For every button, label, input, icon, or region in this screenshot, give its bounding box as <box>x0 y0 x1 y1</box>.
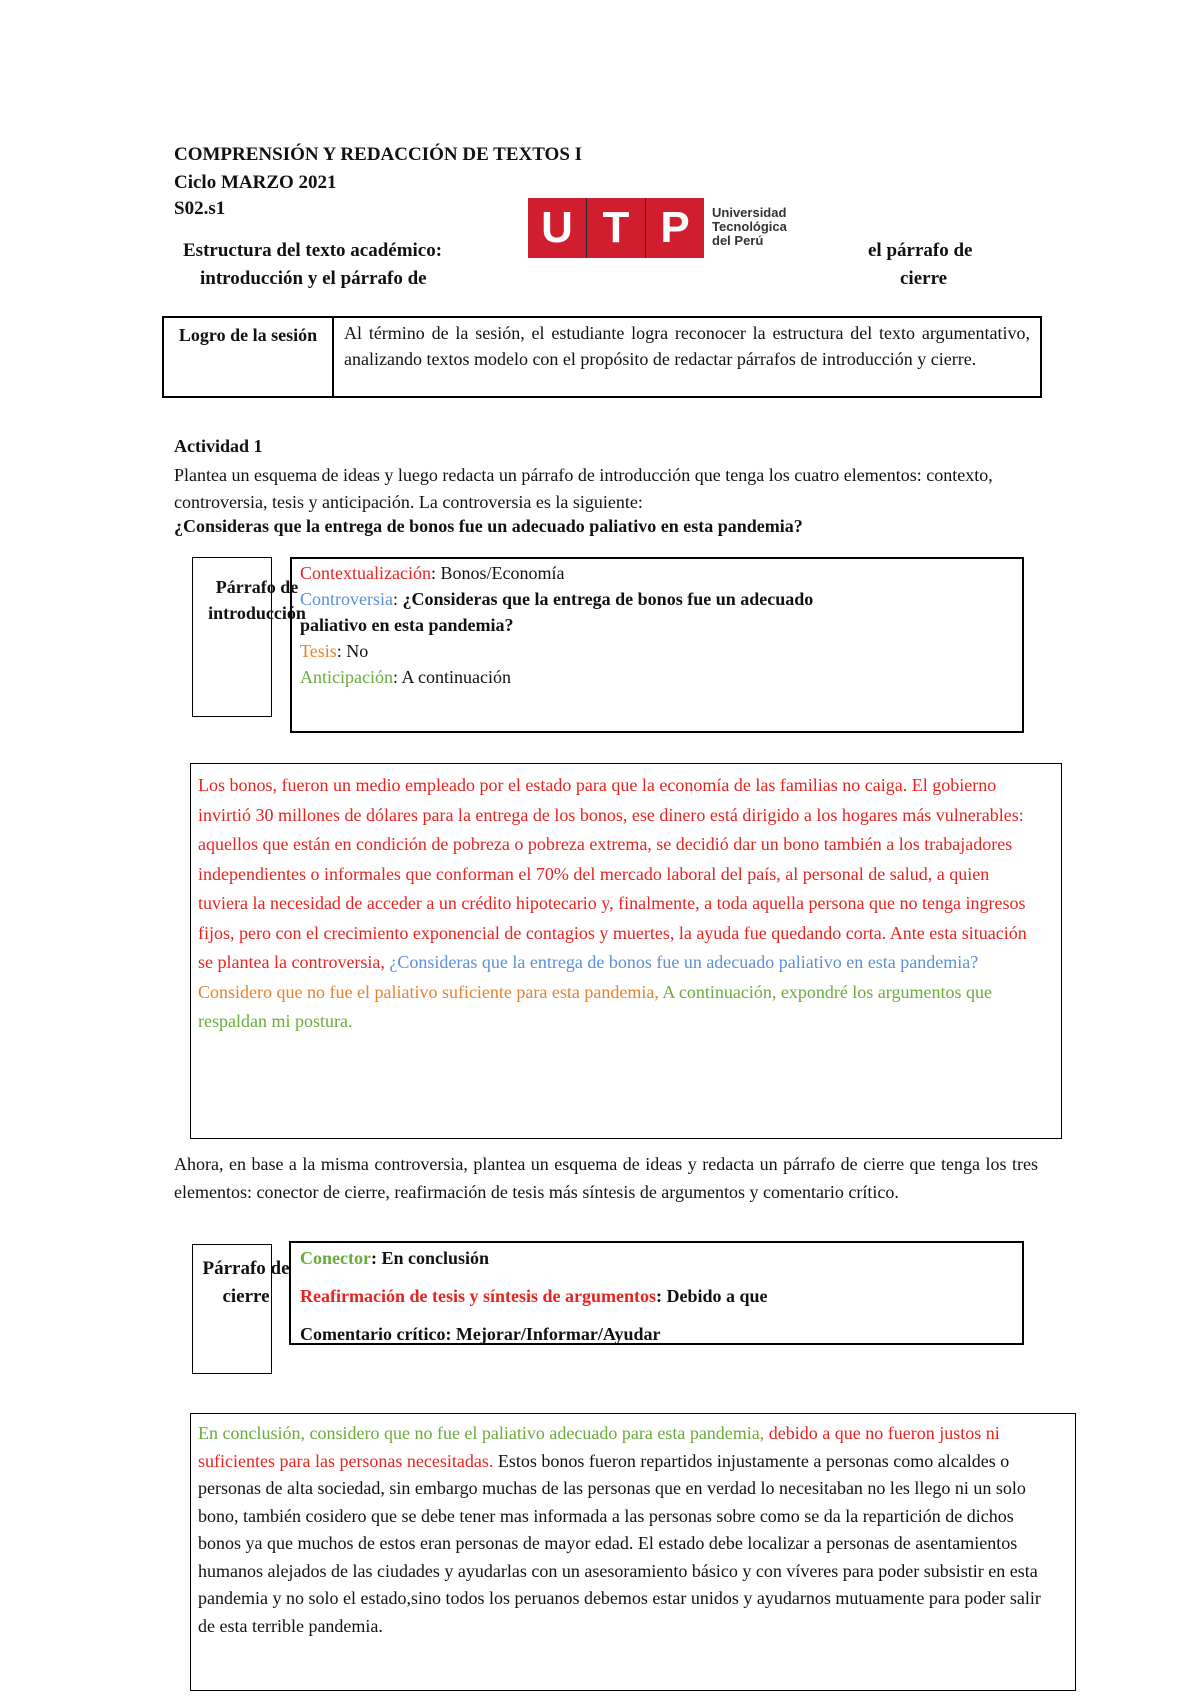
intro-scheme-label: Párrafo de introducción <box>208 577 306 623</box>
intro-thesis-text: Considero que no fue el paliativo suficiente para esta pandemia, <box>198 981 659 1002</box>
doc-title-left-1: Estructura del texto académico: <box>183 240 443 261</box>
controversy-question: ¿Consideras que la entrega de bonos fue un adecuado paliativo en esta pandemia? <box>174 516 803 536</box>
scheme-anticipation-line: Anticipación: A continuación <box>300 667 511 687</box>
cierre-connector-text: En conclusión, considero que no fue el paliativo adecuado para esta pandemia, <box>198 1423 765 1443</box>
scheme-controversy-line: Controversia: ¿Consideras que la entrega de bonos fue un adecuado <box>300 589 814 609</box>
table-divider <box>332 318 334 396</box>
activity-instructions: Plantea un esquema de ideas y luego redacta un párrafo de introducción que tenga los cuatro elementos: contexto, controversia, tesis y anticipación. La controversia es la siguiente: <box>174 465 993 512</box>
session-code: S02.s1 <box>174 198 226 219</box>
cycle-label: Ciclo MARZO 2021 <box>174 172 337 193</box>
cierre-instructions: Ahora, en base a la misma controversia, plantea un esquema de ideas y redacta un párrafo de cierre que tenga los tres elementos: conector de cierre, reafirmación de tesis más síntesis de argumentos y comentario crítico. <box>174 1154 1038 1202</box>
scheme-reaffirm-line: Reafirmación de tesis y síntesis de argumentos: Debido a que <box>300 1286 768 1306</box>
logo-letter-p: P <box>646 198 704 258</box>
scheme-connector-line: Conector: En conclusión <box>300 1248 490 1268</box>
cierre-scheme-label: Párrafo de cierre <box>202 1258 290 1307</box>
intro-controversy-text: ¿Consideras que la entrega de bonos fue un adecuado paliativo en esta pandemia? <box>389 952 979 972</box>
scheme-context-line: Contextualización: Bonos/Economía <box>300 563 565 583</box>
cierre-comment-text: Estos bonos fueron repartidos injustamente a personas como alcaldes o personas de alta sociedad, sin embargo muchas de las personas que en verdad lo necesitaban no les llego ni un solo bono, también cosidero que se debe tener mas informada a las personas sobre como se da la repartición de dichos bonos ya que muchos de estos eran personas de mayor edad. El estado debe localizar a personas de asentamientos humanos alejados de las ciudades y ayudarlas con un asesoramiento básico y con víveres para poder subsistir en esta pandemia y no solo el estado,sino todos los peruanos debemos estar unidos y ayudarnos mutuamente para poder salir de esta terrible pandemia. <box>198 1450 1041 1636</box>
cierre-paragraph <box>198 1420 1054 1640</box>
logo-letter-u: U <box>528 198 586 258</box>
course-title: COMPRENSIÓN Y REDACCIÓN DE TEXTOS I <box>174 144 583 165</box>
session-goal-label: Logro de la sesión <box>178 325 318 345</box>
logo-university-name: Universidad Tecnológica del Perú <box>712 205 787 248</box>
activity-title: Actividad 1 <box>174 436 263 456</box>
scheme-controversy-line-2: paliativo en esta pandemia? <box>300 615 514 635</box>
scheme-thesis-line: Tesis: No <box>300 641 369 661</box>
intro-paragraph <box>198 771 1038 1037</box>
cierre-reaffirm-text: debido a que no fueron justos ni suficientes para las personas necesitadas. <box>198 1423 1000 1471</box>
doc-title-right-2: cierre <box>900 268 948 289</box>
utp-logo <box>528 198 798 258</box>
logo-letter-t: T <box>587 198 645 258</box>
session-goal-table <box>162 316 1042 398</box>
scheme-comment-line: Comentario crítico: Mejorar/Informar/Ayudar <box>300 1324 661 1344</box>
intro-anticipation-text: A continuación, expondré los argumentos que respaldan mi postura. <box>198 981 992 1031</box>
doc-title-left-2: introducción y el párrafo de <box>200 268 427 289</box>
intro-context-text: Los bonos, fueron un medio empleado por el estado para que la economía de las familias no caiga. El gobierno invirtió 30 millones de dólares para la entrega de los bonos, ese dinero está dirigido a los hogares más vulnerables: aquellos que están en condición de pobreza o pobreza extrema, se decidió dar un bono también a los trabajadores independientes o informales que conforman el 70% del mercado laboral del país, al personal de salud, a quien tuviera la necesidad de acceder a un crédito hipotecario y, finalmente, a toda aquella persona que no tenga ingresos fijos, pero con el crecimiento exponencial de contagios y muertes, la ayuda fue quedando corta. Ante esta situación se plantea la controversia, <box>198 775 1027 972</box>
session-goal-text: Al término de la sesión, el estudiante logra reconocer la estructura del texto argumentativo, analizando textos modelo con el propósito de redactar párrafos de introducción y cierre. <box>344 323 1030 369</box>
doc-title-right-1: el párrafo de <box>868 240 973 261</box>
intro-scheme-content <box>300 560 813 690</box>
